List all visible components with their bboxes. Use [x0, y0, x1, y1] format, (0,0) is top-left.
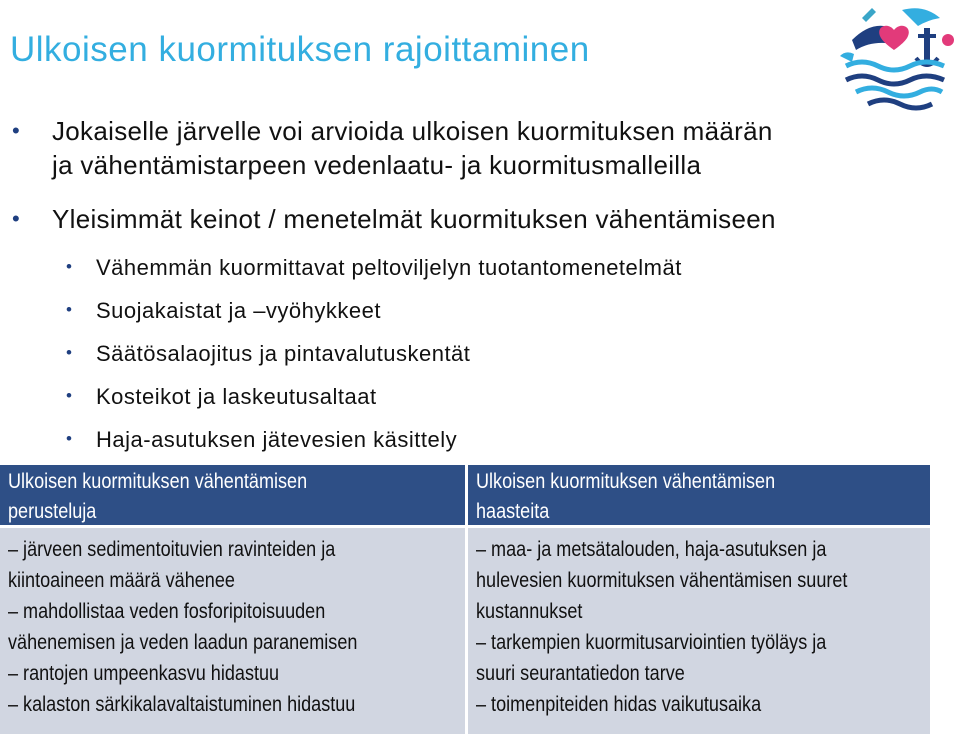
- table-header-challenges: [468, 465, 930, 525]
- lake-fish-heart-logo-icon: [832, 0, 960, 122]
- slide-title: Ulkoisen kuormituksen rajoittaminen: [10, 30, 590, 69]
- comparison-table: [0, 465, 930, 734]
- cell-text-line: kiintoaineen määrä vähenee: [8, 569, 235, 592]
- table-header-reasons: [0, 465, 465, 525]
- sub-bullet-item: [66, 340, 471, 368]
- cell-text-line: – maa- ja metsätalouden, haja-asutuksen ja: [476, 538, 827, 561]
- table-cell-reasons: [0, 528, 465, 734]
- sub-bullet-item: [66, 426, 458, 454]
- cell-text-line: hulevesien kuormituksen vähentämisen suuret: [476, 569, 848, 592]
- table-cell-challenges: [468, 528, 930, 734]
- bullet-dot-icon: •: [12, 118, 21, 143]
- table-column-challenges: [468, 465, 930, 734]
- bullet-text-line: Jokaiselle järvelle voi arvioida ulkoisen kuormituksen määrän: [52, 116, 773, 146]
- bullet-dot-icon: •: [66, 386, 73, 405]
- bullet-dot-icon: •: [66, 429, 73, 448]
- sub-bullet-text: Suojakaistat ja –vyöhykkeet: [96, 298, 381, 323]
- sub-bullet-item: [66, 254, 682, 282]
- bullet-text-line: ja vähentämistarpeen vedenlaatu- ja kuormitusmalleilla: [52, 150, 702, 180]
- bullet-text-line: Yleisimmät keinot / menetelmät kuormituksen vähentämiseen: [52, 204, 776, 234]
- cell-text-line: suuri seurantatiedon tarve: [476, 662, 685, 685]
- header-text-line: Ulkoisen kuormituksen vähentämisen: [8, 470, 308, 493]
- sub-bullet-text: Haja-asutuksen jätevesien käsittely: [96, 427, 458, 452]
- bullet-dot-icon: •: [66, 257, 73, 276]
- sub-bullet-item: [66, 297, 381, 325]
- cell-text-line: – rantojen umpeenkasvu hidastuu: [8, 662, 280, 685]
- header-text-line: Ulkoisen kuormituksen vähentämisen: [476, 470, 776, 493]
- bullet-dot-icon: •: [12, 206, 21, 231]
- cell-text-line: kustannukset: [476, 600, 583, 623]
- cell-text-line: – kalaston särkikalavaltaistuminen hidastuu: [8, 693, 356, 716]
- sub-bullet-text: Kosteikot ja laskeutusaltaat: [96, 384, 377, 409]
- sub-bullet-text: Vähemmän kuormittavat peltoviljelyn tuotantomenetelmät: [96, 255, 682, 280]
- cell-text-line: – mahdollistaa veden fosforipitoisuuden: [8, 600, 326, 623]
- cell-text-line: – järveen sedimentoituvien ravinteiden ja: [8, 538, 336, 561]
- bullet-item: [12, 202, 932, 236]
- header-text-line: perusteluja: [8, 500, 97, 523]
- sub-bullet-item: [66, 383, 377, 411]
- header-text-line: haasteita: [476, 500, 550, 523]
- cell-text-line: – tarkempien kuormitusarviointien työläys ja: [476, 631, 827, 654]
- bullet-dot-icon: •: [66, 300, 73, 319]
- bullet-item: [12, 114, 932, 182]
- bullet-dot-icon: •: [66, 343, 73, 362]
- cell-text-line: vähenemisen ja veden laadun paranemisen: [8, 631, 358, 654]
- sub-bullet-text: Säätösalaojitus ja pintavalutuskentät: [96, 341, 471, 366]
- cell-text-line: – toimenpiteiden hidas vaikutusaika: [476, 693, 762, 716]
- table-column-reasons: [0, 465, 465, 734]
